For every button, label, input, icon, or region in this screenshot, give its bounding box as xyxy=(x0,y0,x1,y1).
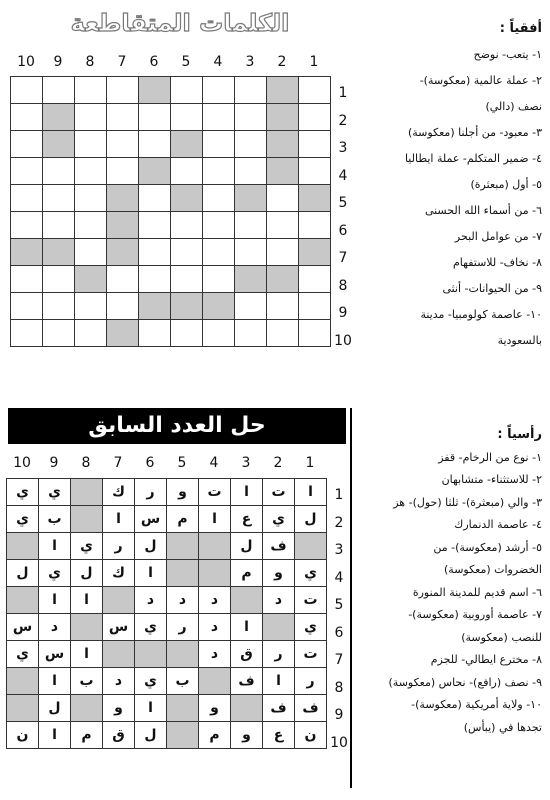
column-number: 2 xyxy=(277,54,287,70)
empty-cell[interactable] xyxy=(235,293,267,320)
empty-cell[interactable] xyxy=(43,212,75,239)
solution-cell: ي xyxy=(7,506,39,533)
solution-cell: ر xyxy=(135,479,167,506)
shaded-cell xyxy=(167,695,199,722)
clue-line: ٥- أرشد (معكوسة)- من xyxy=(433,540,542,554)
column-number: 3 xyxy=(245,54,255,70)
shaded-cell xyxy=(267,77,299,104)
solution-cell: و xyxy=(167,479,199,506)
solution-cell: ل xyxy=(7,560,39,587)
row-number: 10 xyxy=(330,734,348,751)
empty-cell[interactable] xyxy=(11,77,43,104)
solution-cell: ع xyxy=(263,722,295,749)
solution-cell: س xyxy=(103,614,135,641)
shaded-cell xyxy=(71,695,103,722)
empty-cell[interactable] xyxy=(171,239,203,266)
shaded-cell xyxy=(7,668,39,695)
empty-cell[interactable] xyxy=(203,239,235,266)
solution-cell: ع xyxy=(231,506,263,533)
empty-cell[interactable] xyxy=(75,185,107,212)
solution-cell: ي xyxy=(295,560,327,587)
empty-cell[interactable] xyxy=(171,104,203,131)
puzzle-row-numbers xyxy=(334,80,352,355)
empty-cell[interactable] xyxy=(235,320,267,347)
solution-cell: ف xyxy=(263,533,295,560)
empty-cell[interactable] xyxy=(107,293,139,320)
empty-cell[interactable] xyxy=(11,212,43,239)
solution-cell: م xyxy=(167,506,199,533)
empty-cell[interactable] xyxy=(299,104,331,131)
empty-cell[interactable] xyxy=(107,77,139,104)
empty-cell[interactable] xyxy=(267,293,299,320)
row-number: 9 xyxy=(334,707,344,723)
column-number: 6 xyxy=(145,455,155,471)
empty-cell[interactable] xyxy=(203,104,235,131)
empty-cell[interactable] xyxy=(203,77,235,104)
column-number: 3 xyxy=(241,455,251,471)
clue-line: ٤- ضمير المتكلم- عملة ايطاليا xyxy=(404,152,542,165)
row-number: 7 xyxy=(338,250,348,266)
empty-cell[interactable] xyxy=(139,212,171,239)
empty-cell[interactable] xyxy=(299,212,331,239)
empty-cell[interactable] xyxy=(235,77,267,104)
solution-cell: و xyxy=(103,695,135,722)
solution-cell: ب xyxy=(167,668,199,695)
clue-line: الخضروات (معكوسة) xyxy=(444,563,542,576)
empty-cell[interactable] xyxy=(299,266,331,293)
shaded-cell xyxy=(171,131,203,158)
solution-cell: ق xyxy=(103,722,135,749)
shaded-cell xyxy=(167,560,199,587)
shaded-cell xyxy=(7,695,39,722)
solution-cell: ا xyxy=(71,587,103,614)
solution-cell: س xyxy=(7,614,39,641)
shaded-cell xyxy=(171,293,203,320)
clue-line: ٨- نخاف- للاستفهام xyxy=(452,256,542,269)
solution-cell: س xyxy=(39,641,71,668)
solution-cell: و xyxy=(231,722,263,749)
shaded-cell xyxy=(267,158,299,185)
row-number: 1 xyxy=(334,487,344,503)
empty-cell[interactable] xyxy=(43,77,75,104)
empty-cell[interactable] xyxy=(139,266,171,293)
column-number: 4 xyxy=(213,54,223,70)
clue-line: ١٠- ولاية أمريكية (معكوسة)- xyxy=(411,698,542,711)
puzzle-column-numbers xyxy=(10,54,330,70)
empty-cell[interactable] xyxy=(107,266,139,293)
solution-cell: و xyxy=(263,560,295,587)
solution-cell: ر xyxy=(167,614,199,641)
empty-cell[interactable] xyxy=(203,266,235,293)
solution-cell: د xyxy=(135,587,167,614)
column-number: 4 xyxy=(209,455,219,471)
solution-grid xyxy=(6,478,327,749)
shaded-cell xyxy=(71,479,103,506)
solution-cell: ب xyxy=(71,668,103,695)
solution-cell: د xyxy=(199,587,231,614)
empty-cell[interactable] xyxy=(203,320,235,347)
empty-cell[interactable] xyxy=(75,239,107,266)
clue-line: ٧- عاصمة أوروبية (معكوسة)- xyxy=(408,608,542,621)
shaded-cell xyxy=(107,212,139,239)
solution-cell: ا xyxy=(39,533,71,560)
shaded-cell xyxy=(267,104,299,131)
column-number: 6 xyxy=(149,54,159,70)
solution-cell: ا xyxy=(231,614,263,641)
shaded-cell xyxy=(199,560,231,587)
shaded-cell xyxy=(231,695,263,722)
shaded-cell xyxy=(107,239,139,266)
clue-line: ٥- أول (مبعثرة) xyxy=(470,178,542,191)
shaded-cell xyxy=(235,266,267,293)
empty-cell[interactable] xyxy=(299,131,331,158)
empty-cell[interactable] xyxy=(235,131,267,158)
shaded-cell xyxy=(139,293,171,320)
solution-cell: ل xyxy=(135,533,167,560)
clue-line: ١- يتعب- نوضح xyxy=(473,48,542,61)
empty-cell[interactable] xyxy=(267,239,299,266)
empty-cell[interactable] xyxy=(11,158,43,185)
shaded-cell xyxy=(299,185,331,212)
solution-cell: ي xyxy=(263,506,295,533)
column-number: 7 xyxy=(117,54,127,70)
shaded-cell xyxy=(267,266,299,293)
empty-cell[interactable] xyxy=(75,77,107,104)
shaded-cell xyxy=(135,641,167,668)
shaded-cell xyxy=(199,533,231,560)
empty-cell[interactable] xyxy=(267,185,299,212)
clue-line: للنصب (معكوسة) xyxy=(461,630,542,644)
empty-cell[interactable] xyxy=(75,320,107,347)
clue-line: ٩- نصف (رافع)- نحاس (معكوسة) xyxy=(388,675,542,689)
shaded-cell xyxy=(203,293,235,320)
clue-line: ٤- عاصمة الدنمارك xyxy=(454,518,542,531)
shaded-cell xyxy=(299,239,331,266)
empty-cell[interactable] xyxy=(171,320,203,347)
solution-cell: م xyxy=(71,722,103,749)
solution-cell: ك xyxy=(103,479,135,506)
solution-cell: ت xyxy=(199,479,231,506)
solution-cell: ت xyxy=(263,479,295,506)
row-number: 5 xyxy=(338,195,348,211)
solution-cell: ي xyxy=(39,560,71,587)
clue-line: ١- نوع من الرخام- قفز xyxy=(438,450,542,464)
solution-cell: ي xyxy=(39,479,71,506)
empty-cell[interactable] xyxy=(299,293,331,320)
solution-cell: ا xyxy=(199,506,231,533)
empty-cell[interactable] xyxy=(203,131,235,158)
row-number: 10 xyxy=(334,332,352,349)
solution-cell: ك xyxy=(103,560,135,587)
solution-cell: ن xyxy=(295,722,327,749)
empty-cell[interactable] xyxy=(203,185,235,212)
solution-column-numbers xyxy=(6,455,326,471)
empty-cell[interactable] xyxy=(11,131,43,158)
empty-cell[interactable] xyxy=(267,212,299,239)
row-number: 3 xyxy=(334,542,344,558)
solution-cell: ا xyxy=(71,641,103,668)
empty-cell[interactable] xyxy=(203,158,235,185)
solution-cell: م xyxy=(231,560,263,587)
solution-cell: ل xyxy=(295,506,327,533)
shaded-cell xyxy=(103,587,135,614)
empty-cell[interactable] xyxy=(75,158,107,185)
shaded-cell xyxy=(7,533,39,560)
empty-cell[interactable] xyxy=(171,266,203,293)
solution-cell: ت xyxy=(295,641,327,668)
column-number: 5 xyxy=(181,54,191,70)
clue-line: ٣- والي (مبعثرة)- ثلثا (حول)- هز xyxy=(393,495,542,509)
row-number: 6 xyxy=(338,222,348,239)
empty-cell[interactable] xyxy=(299,320,331,347)
row-number: 5 xyxy=(334,597,344,613)
solution-cell: ر xyxy=(295,668,327,695)
shaded-cell xyxy=(103,641,135,668)
row-number: 4 xyxy=(334,569,344,586)
solution-cell: ل xyxy=(231,533,263,560)
shaded-cell xyxy=(71,614,103,641)
shaded-cell xyxy=(167,641,199,668)
down-clues xyxy=(356,424,542,739)
empty-cell[interactable] xyxy=(107,158,139,185)
solution-cell: ن xyxy=(7,722,39,749)
shaded-cell xyxy=(139,158,171,185)
empty-cell[interactable] xyxy=(11,266,43,293)
across-heading: أفقياً : xyxy=(499,21,542,36)
shaded-cell xyxy=(199,668,231,695)
solution-cell: ي xyxy=(295,614,327,641)
solution-cell: ي xyxy=(71,533,103,560)
row-number: 9 xyxy=(338,305,348,321)
shaded-cell xyxy=(11,239,43,266)
empty-cell[interactable] xyxy=(75,293,107,320)
empty-cell[interactable] xyxy=(75,131,107,158)
shaded-cell xyxy=(71,506,103,533)
shaded-cell xyxy=(43,104,75,131)
column-number: 1 xyxy=(309,54,319,70)
empty-cell[interactable] xyxy=(299,77,331,104)
empty-cell[interactable] xyxy=(235,239,267,266)
empty-cell[interactable] xyxy=(139,239,171,266)
empty-cell[interactable] xyxy=(107,131,139,158)
empty-cell[interactable] xyxy=(171,158,203,185)
solution-cell: ف xyxy=(263,695,295,722)
column-number: 1 xyxy=(305,455,315,471)
shaded-cell xyxy=(295,533,327,560)
solution-cell: د xyxy=(199,641,231,668)
solution-cell: ف xyxy=(231,668,263,695)
empty-cell[interactable] xyxy=(171,212,203,239)
row-number: 7 xyxy=(334,652,344,668)
shaded-cell xyxy=(167,533,199,560)
puzzle-title: الكلمات المتقاطعة xyxy=(70,9,290,37)
column-number: 2 xyxy=(273,455,283,471)
column-number: 7 xyxy=(113,455,123,471)
empty-cell[interactable] xyxy=(203,212,235,239)
solution-cell: د xyxy=(199,614,231,641)
empty-cell[interactable] xyxy=(43,293,75,320)
vertical-divider xyxy=(350,408,352,788)
solution-cell: ر xyxy=(103,533,135,560)
row-number: 8 xyxy=(334,679,344,696)
solution-row-numbers xyxy=(330,482,348,757)
column-number: 9 xyxy=(53,54,63,70)
solution-cell: ل xyxy=(135,722,167,749)
empty-cell[interactable] xyxy=(299,158,331,185)
solution-cell: ف xyxy=(295,695,327,722)
clue-line: ٣- معبود- من أجلنا (معكوسة) xyxy=(407,126,542,139)
row-number: 1 xyxy=(338,85,348,101)
column-number: 10 xyxy=(13,455,31,471)
clue-line: ٢- للاستثناء- متشابهان xyxy=(441,473,542,486)
solution-cell: س xyxy=(135,506,167,533)
empty-cell[interactable] xyxy=(267,320,299,347)
shaded-cell xyxy=(171,185,203,212)
solution-cell: ت xyxy=(295,587,327,614)
solution-cell: ل xyxy=(71,560,103,587)
empty-cell[interactable] xyxy=(107,104,139,131)
empty-cell[interactable] xyxy=(11,185,43,212)
row-number: 2 xyxy=(338,112,348,129)
solution-cell: د xyxy=(263,587,295,614)
solution-cell: ب xyxy=(39,506,71,533)
solution-cell: ا xyxy=(263,668,295,695)
clue-line: ٦- اسم قديم للمدينة المنورة xyxy=(412,585,542,599)
row-number: 4 xyxy=(338,167,348,184)
shaded-cell xyxy=(139,77,171,104)
empty-cell[interactable] xyxy=(139,320,171,347)
empty-cell[interactable] xyxy=(235,104,267,131)
solution-cell: ا xyxy=(39,668,71,695)
shaded-cell xyxy=(7,587,39,614)
solution-cell: ي xyxy=(135,614,167,641)
clue-line: ٩- من الحيوانات- أنثى xyxy=(442,282,542,295)
empty-cell[interactable] xyxy=(43,320,75,347)
column-number: 10 xyxy=(17,54,35,70)
empty-cell[interactable] xyxy=(235,212,267,239)
column-number: 8 xyxy=(85,54,95,70)
row-number: 6 xyxy=(334,624,344,641)
shaded-cell xyxy=(235,185,267,212)
clue-line: ٧- من عوامل البحر xyxy=(454,230,542,243)
solution-cell: ل xyxy=(39,695,71,722)
shaded-cell xyxy=(267,131,299,158)
shaded-cell xyxy=(107,320,139,347)
solution-cell: ا xyxy=(39,587,71,614)
shaded-cell xyxy=(43,239,75,266)
solution-cell: ق xyxy=(231,641,263,668)
solution-cell: م xyxy=(199,722,231,749)
clue-line: ١٠- عاصمة كولومبيا- مدينة xyxy=(420,308,542,321)
shaded-cell xyxy=(43,131,75,158)
shaded-cell xyxy=(231,587,263,614)
clue-line: نصف (دالي) xyxy=(485,100,542,113)
empty-cell[interactable] xyxy=(75,104,107,131)
down-heading: رأسياً : xyxy=(497,427,542,442)
shaded-cell xyxy=(75,266,107,293)
puzzle-grid xyxy=(10,76,331,347)
empty-cell[interactable] xyxy=(139,131,171,158)
column-number: 8 xyxy=(81,455,91,471)
solution-cell: ا xyxy=(231,479,263,506)
solution-cell: ا xyxy=(39,722,71,749)
solution-cell: ر xyxy=(263,641,295,668)
empty-cell[interactable] xyxy=(43,266,75,293)
solution-cell: د xyxy=(39,614,71,641)
empty-cell[interactable] xyxy=(139,104,171,131)
shaded-cell xyxy=(107,185,139,212)
solution-cell: د xyxy=(103,668,135,695)
empty-cell[interactable] xyxy=(139,185,171,212)
empty-cell[interactable] xyxy=(11,293,43,320)
empty-cell[interactable] xyxy=(235,158,267,185)
column-number: 5 xyxy=(177,455,187,471)
row-number: 8 xyxy=(338,277,348,294)
solution-cell: ي xyxy=(7,479,39,506)
clue-line: ٢- عملة عالمية (معكوسة)- xyxy=(419,74,542,87)
empty-cell[interactable] xyxy=(171,77,203,104)
empty-cell[interactable] xyxy=(11,320,43,347)
solution-cell: ي xyxy=(7,641,39,668)
clue-line: تجدها في (يبأس) xyxy=(463,720,542,734)
solution-banner: حل العدد السابق xyxy=(8,408,346,444)
empty-cell[interactable] xyxy=(75,212,107,239)
solution-cell: ا xyxy=(295,479,327,506)
shaded-cell xyxy=(263,614,295,641)
solution-cell: ي xyxy=(135,668,167,695)
across-clues xyxy=(356,16,542,354)
clue-line: ٦- من أسماء الله الحسنى xyxy=(424,204,542,217)
solution-cell: د xyxy=(167,587,199,614)
solution-cell: ا xyxy=(135,695,167,722)
clue-line: بالسعودية xyxy=(497,334,542,347)
row-number: 3 xyxy=(338,140,348,156)
shaded-cell xyxy=(167,722,199,749)
empty-cell[interactable] xyxy=(11,104,43,131)
row-number: 2 xyxy=(334,514,344,531)
solution-cell: ا xyxy=(103,506,135,533)
empty-cell[interactable] xyxy=(43,158,75,185)
empty-cell[interactable] xyxy=(43,185,75,212)
solution-cell: و xyxy=(199,695,231,722)
solution-cell: ا xyxy=(135,560,167,587)
column-number: 9 xyxy=(49,455,59,471)
clue-line: ٨- مخترع ايطالي- للجزم xyxy=(430,653,542,666)
